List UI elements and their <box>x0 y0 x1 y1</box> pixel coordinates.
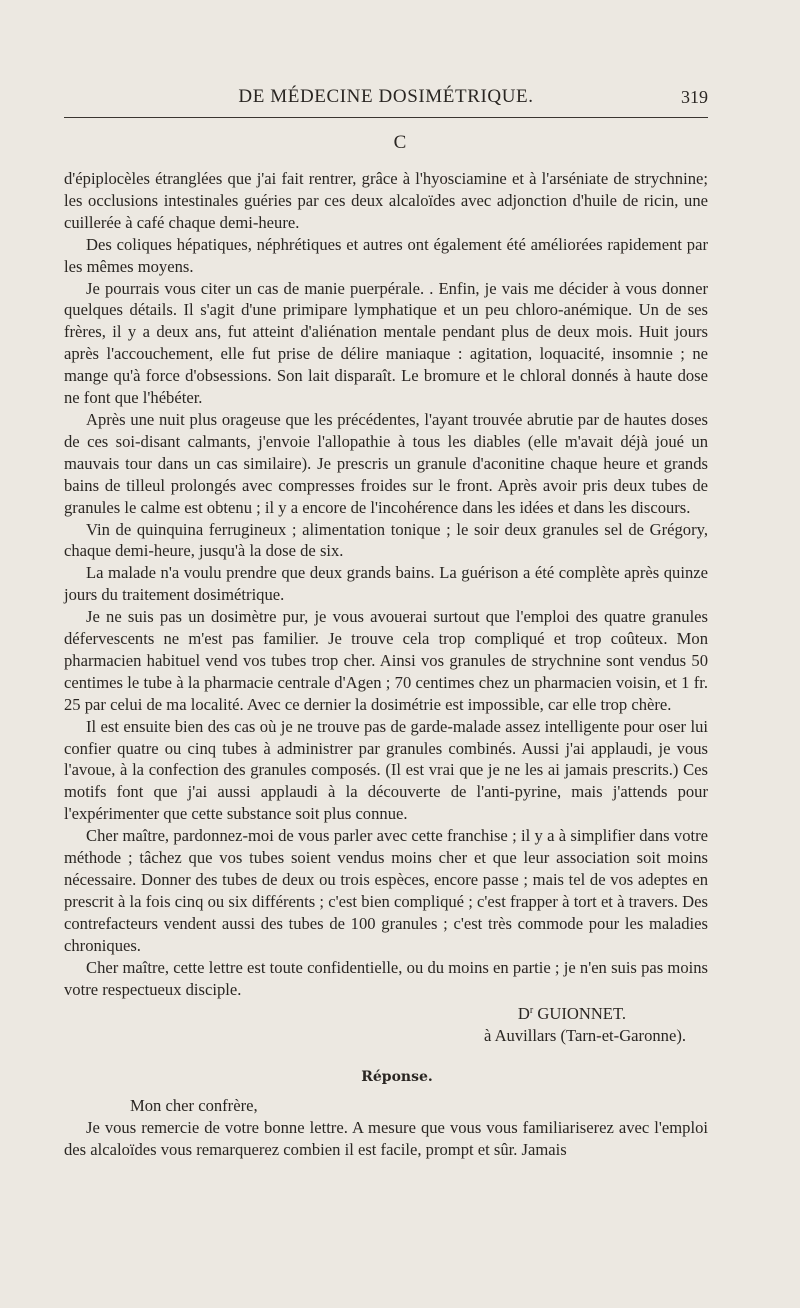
signature-prefix: D <box>517 1004 530 1024</box>
paragraph: Des coliques hépatiques, néphrétiques et autres ont également été améliorées rapidement par les mêmes moyens. <box>64 234 708 276</box>
page-number: 319 <box>681 87 708 107</box>
paragraph: Cher maître, cette lettre est toute confidentielle, ou du moins en partie ; je n'en suis pas moins votre respectueux disciple. <box>64 957 708 999</box>
letter-signature <box>64 1000 708 1025</box>
paragraph: Cher maître, pardonnez-moi de vous parler avec cette franchise ; il y a à simplifier dans votre méthode ; tâchez que vos tubes soient vendus moins cher et que leur association soit moins nécessaire. Donner des tubes de deux ou trois espèces, encore passe ; mais tel de vos adeptes en prescrit à la fois cinq ou six différents ; c'est bien compliqué ; c'est frapper à tort et à travers. Des contrefacteurs vendent aussi des tubes de 100 granules ; c'est très commode pour les maladies chroniques. <box>64 826 708 955</box>
paragraph: La malade n'a voulu prendre que deux grands bains. La guérison a été complète après quinze jours du traitement dosimétrique. <box>64 563 708 605</box>
body-text <box>64 168 708 1161</box>
running-title: DE MÉDECINE DOSIMÉTRIQUE. <box>238 86 534 107</box>
signature-place: à Auvillars (Tarn-et-Garonne). <box>483 1026 686 1046</box>
reply-paragraph: Je vous remercie de votre bonne lettre. A mesure que vous vous familiariserez avec l'emploi des alcaloïdes vous remarquerez combien il est facile, prompt et sûr. Jamais <box>64 1118 708 1159</box>
signature-prefix-sup: r <box>529 1005 534 1017</box>
reply-title: Réponse. <box>361 1069 433 1086</box>
paragraph: Vin de quinquina ferrugineux ; alimentation tonique ; le soir deux granules sel de Grégory, chaque demi-heure, jusqu'à la dose de six. <box>64 519 708 561</box>
paragraph: Après une nuit plus orageuse que les précédentes, l'ayant trouvée abrutie par de hautes doses de ces soi-disant calmants, j'envoie l'allopathie à tous les diables (elle m'avait déjà joué un mauvais tour dans un cas similaire). Je prescris un granule d'aconitine chaque heure et grands bains de tilleul prolongés avec compresses froides sur le front. Après avoir pris deux tubes de granules le calme est obtenu ; il y a encore de l'incohérence dans les idées et dans les discours. <box>64 409 708 517</box>
signature-name: GUIONNET. <box>537 1004 626 1024</box>
header-rule <box>64 117 708 118</box>
paragraph: Il est ensuite bien des cas où je ne trouve pas de garde-malade assez intelligente pour oser lui confier quatre ou cinq tubes à administrer par granules combinés. Aussi j'ai applaudi, je vous l'avoue, à la confection des granules composés. (Il est vrai que je ne les ai jamais prescrits.) Ces motifs font que j'ai aussi applaudi à la découverte de l'anti-pyrine, mais j'attends pour l'expérimenter que cette substance soit plus connue. <box>64 716 708 824</box>
paragraph: Je ne suis pas un dosimètre pur, je vous avouerai surtout que l'emploi des quatre granules défervescents ne m'est pas familier. Je trouve cela trop compliqué et trop coûteux. Mon pharmacien habituel vend vos tubes trop cher. Ainsi vos granules de strychnine sont vendus 50 centimes le tube à la pharmacie centrale d'Agen ; 70 centimes chez un pharmacien voisin, et 1 fr. 25 par celui de ma localité. Avec ce dernier la dosimétrie est impossible, car elle trop chère. <box>64 607 708 714</box>
paragraph: Je pourrais vous citer un cas de manie puerpérale. . Enfin, je vais me décider à vous donner quelques détails. Il s'agit d'une primipare lymphatique et un peu chloro-anémique. Un de ses frères, il y a deux ans, fut atteint d'aliénation mentale pendant plus de deux mois. Huit jours après l'accouchement, elle fut prise de délire maniaque : agitation, loquacité, insomnie ; ne mange qu'à force d'obsessions. Son lait disparaît. Le bromure et le chloral donnés à haute dose ne font que l'hébéter. <box>64 278 708 408</box>
signature-mark: C <box>393 132 407 153</box>
paragraph: d'épiplocèles étranglées que j'ai fait rentrer, grâce à l'hyosciamine et à l'arséniate de strychnine; les occlusions intestinales guéries par ces deux alcaloïdes avec adjonction d'huile de ricin, une cuillerée à café chaque demi-heure. <box>64 169 708 232</box>
reply-salutation: Mon cher confrère, <box>130 1096 258 1116</box>
running-header <box>64 86 708 110</box>
